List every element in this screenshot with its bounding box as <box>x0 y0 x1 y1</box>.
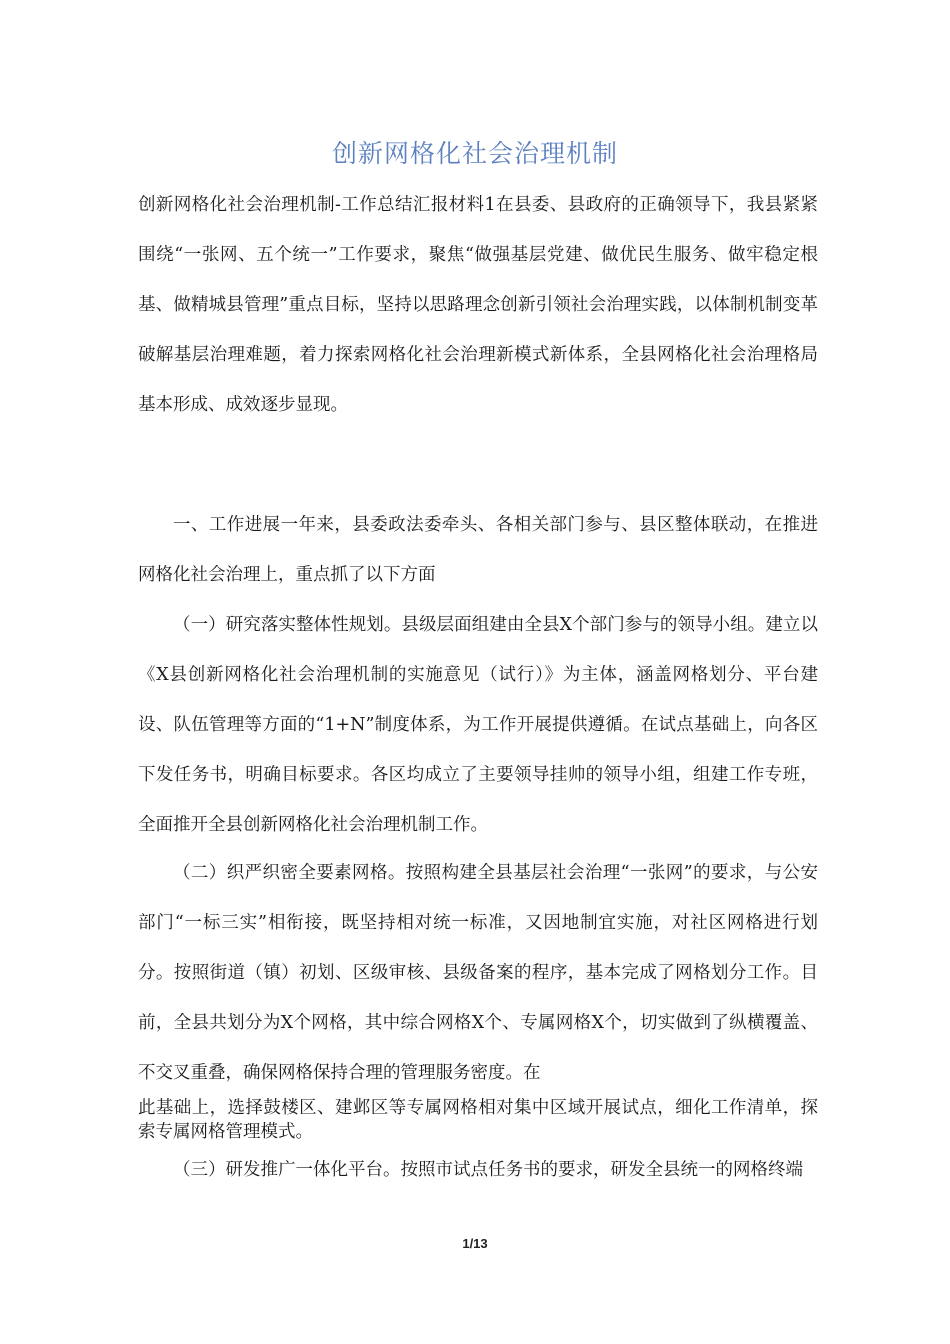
item-two-continued-paragraph: 此基础上，选择鼓楼区、建邺区等专属网格相对集中区域开展试点，细化工作清单，探索专属网格管理模式。 <box>138 1098 818 1142</box>
item-one-paragraph: （一）研究落实整体性规划。县级层面组建由全县X个部门参与的领导小组。建立以《X县创新网格化社会治理机制的实施意见（试行）》为主体，涵盖网格划分、平台建设、队伍管理等方面的“1+N”制度体系，为工作开展提供遵循。在试点基础上，向各区下发任务书，明确目标要求。各区均成立了主要领导挂帅的领导小组，组建工作专班，全面推开全县创新网格化社会治理机制工作。 <box>138 615 818 835</box>
item-two-paragraph: （二）织严织密全要素网格。按照构建全县基层社会治理“一张网”的要求，与公安部门“一标三实”相衔接，既坚持相对统一标准，又因地制宜实施，对社区网格进行划分。按照街道（镇）初划、区级审核、县级备案的程序，基本完成了网格划分工作。目前，全县共划分为X个网格，其中综合网格X个、专属网格X个，切实做到了纵横覆盖、不交叉重叠，确保网格保持合理的管理服务密度。在 <box>138 863 818 1083</box>
intro-paragraph: 创新网格化社会治理机制-工作总结汇报材料1在县委、县政府的正确领导下，我县紧紧围绕“一张网、五个统一”工作要求，聚焦“做强基层党建、做优民生服务、做牢稳定根基、做精城县管理”重点目标，坚持以思路理念创新引领社会治理实践，以体制机制变革破解基层治理难题，着力探索网格化社会治理新模式新体系，全县网格化社会治理格局基本形成、成效逐步显现。 <box>138 195 818 415</box>
page-number: 1/13 <box>462 1236 488 1251</box>
section-heading-paragraph: 一、工作进展一年来，县委政法委牵头、各相关部门参与、县区整体联动，在推进网格化社会治理上，重点抓了以下方面 <box>138 515 818 585</box>
item-three-paragraph: （三）研发推广一体化平台。按照市试点任务书的要求，研发全县统一的网格终端 <box>173 1160 803 1180</box>
document-title: 创新网格化社会治理机制 <box>331 139 618 168</box>
